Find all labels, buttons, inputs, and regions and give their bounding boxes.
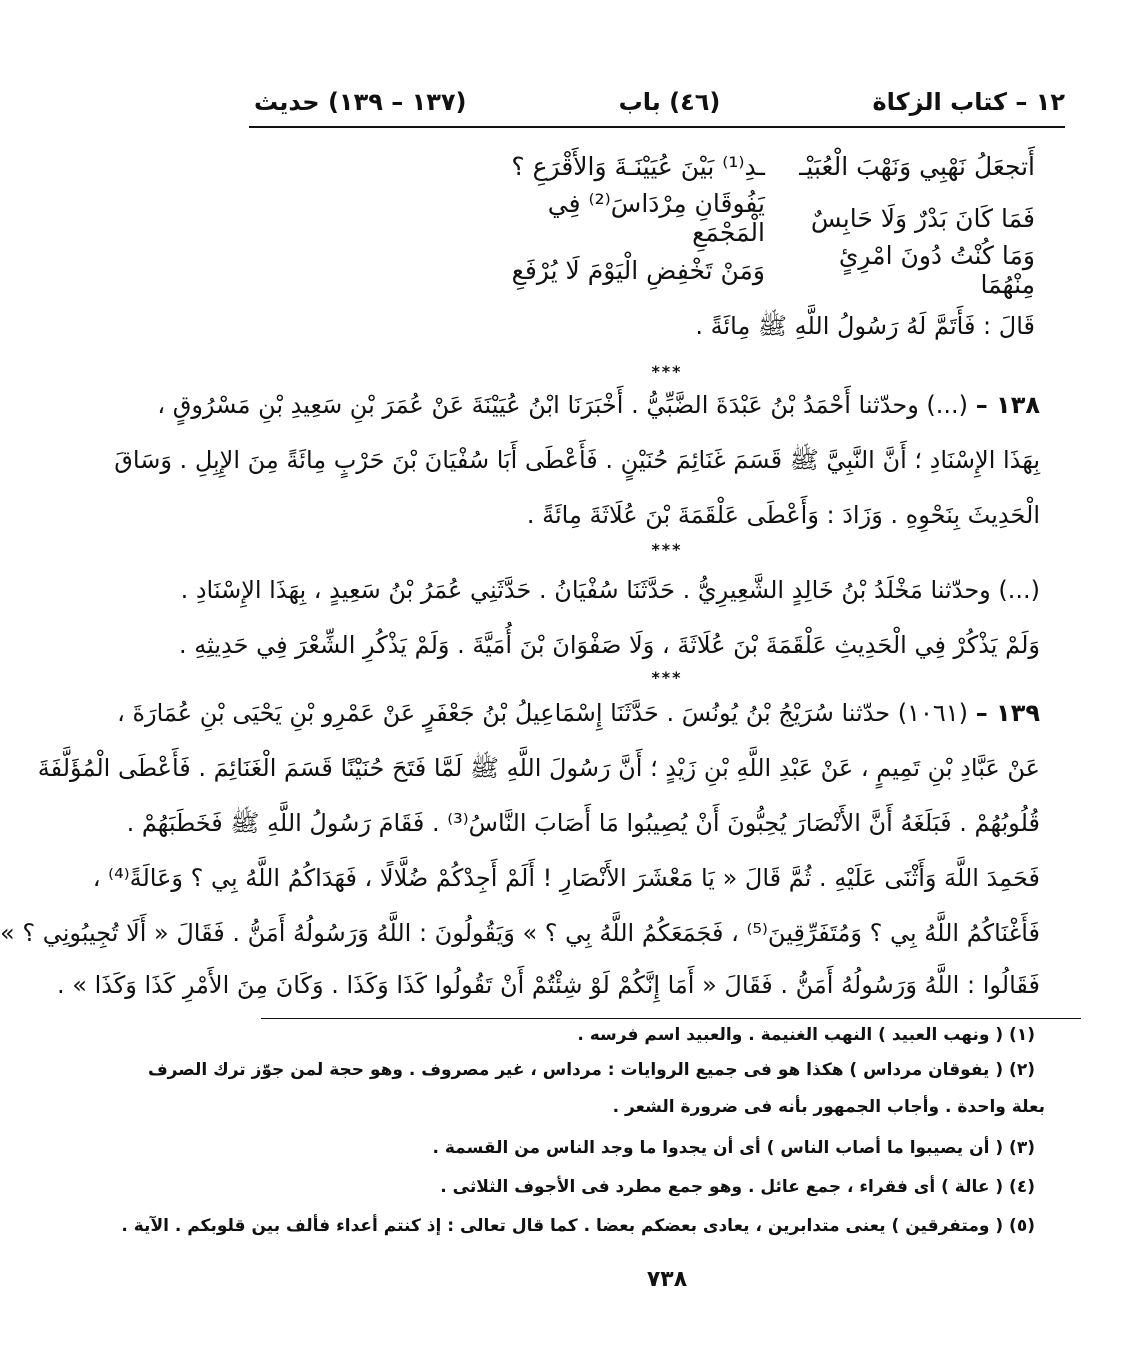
verse-first-hemistich: أَتجعَلُ نَهْبِي وَنَهْبَ الْعُبَيْـ	[799, 151, 1035, 181]
footnote: (٥) ( ومتفرقين ) يعنى متدابرين ، يعادى بعضكم بعضا . كما قال تعالى : إذ كنتم أعداء فألف بين قلوبكم . الآية .	[121, 1216, 1035, 1236]
hadith-139-line: فَحَمِدَ اللَّهَ وَأَثْنَى عَلَيْهِ . ثُمَّ قَالَ « يَا مَعْشَرَ الأَنْصَارِ ! أَلَمْ أَجِدْكُمْ ضُلَّالًا ، فَهَدَاكُمُ اللَّهُ بِي ؟ وَعَالَةً⁽⁴⁾ ،	[92, 864, 1040, 892]
header-rule	[249, 126, 1065, 128]
poem-verse	[275, 241, 1035, 299]
book-title: ١٢ – كتاب الزكاة	[872, 88, 1065, 116]
footnote: (١) ( ونهب العبيد ) النهب الغنيمة . والعبيد اسم فرسه .	[577, 1025, 1035, 1045]
hadith-range: (١٣٧ – ١٣٩) حديث	[254, 88, 467, 116]
hadith-138b-line: وَلَمْ يَذْكُرْ فِي الْحَدِيثِ عَلْقَمَةَ بْنَ عُلَاثَةَ ، وَلَا صَفْوَانَ بْنَ أُمَيَّةَ . وَلَمْ يَذْكُرِ الشِّعْرَ فِي حَدِيثِهِ .	[178, 631, 1040, 659]
hadith-139-line	[117, 693, 1040, 733]
hadith-number: ١٣٩ –	[975, 699, 1040, 727]
verse-first-hemistich: وَمَا كُنْتُ دُونَ امْرِئٍ مِنْهُمَا	[838, 241, 1035, 299]
hadith-text: (...) وحدّثنا أَحْمَدُ بْنُ عَبْدَةَ الضَّبِّيُّ . أَخْبَرَنَا ابْنُ عُيَيْنَةَ عَنْ عُمَرَ بْنِ سَعِيدِ بْنِ مَسْرُوقٍ ،	[157, 391, 969, 419]
hadith-139-line: عَنْ عَبَّادِ بْنِ تَمِيمٍ ، عَنْ عَبْدِ اللَّهِ بْنِ زَيْدٍ ؛ أَنَّ رَسُولَ اللَّهِ ﷺ لَمَّا فَتَحَ حُنَيْنًا قَسَمَ الْغَنَائِمَ . فَأَعْطَى الْمُؤَلَّفَةَ	[37, 754, 1040, 782]
verse-first-hemistich: فَمَا كَانَ بَدْرٌ وَلَا حَابِسٌ	[810, 203, 1035, 233]
footnote: (٣) ( أن يصيبوا ما أصاب الناس ) أى أن يجدوا ما وجد الناس من القسمة .	[432, 1138, 1035, 1158]
section-separator: ***	[651, 540, 683, 559]
hadith-139-line: قُلُوبُهُمْ . فَبَلَغَهُ أَنَّ الأَنْصَارَ يُحِبُّونَ أَنْ يُصِيبُوا مَا أَصَابَ النَّاسُ⁽³⁾ . فَقَامَ رَسُولُ اللَّهِ ﷺ فَخَطَبَهُمْ .	[126, 809, 1040, 837]
hadith-139-line: فَأَغْنَاكُمُ اللَّهُ بِي ؟ وَمُتَفَرِّقِينَ⁽⁵⁾ ، فَجَمَعَكُمُ اللَّهُ بِي ؟ » وَيَقُولُونَ : اللَّهُ وَرَسُولُهُ أَمَنُّ . فَقَالَ « أَلَا تُجِيبُونِي ؟ »	[0, 919, 1040, 947]
chapter-label: (٤٦) باب	[618, 88, 721, 116]
poem	[275, 140, 1035, 299]
section-separator: ***	[651, 668, 683, 687]
footnote-rule	[261, 1018, 1081, 1019]
page-number: ٧٣٨	[646, 1267, 688, 1292]
hadith-138-line: بِهَذَا الإِسْنَادِ ؛ أَنَّ النَّبِيَّ ﷺ قَسَمَ غَنَائِمَ حُنَيْنٍ . فَأَعْطَى أَبَا سُفْيَانَ بْنَ حَرْبٍ مِائَةً مِنَ الإِبِلِ . وَسَاقَ	[114, 446, 1040, 474]
footnote: (٤) ( عالة ) أى فقراء ، جمع عائل . وهو جمع مطرد فى الأجوف الثلاثى .	[440, 1177, 1035, 1197]
verse-second-hemistich: يَفُوقَانِ مِرْدَاسَ⁽²⁾ فِي الْمَجْمَعِ	[547, 189, 765, 247]
hadith-138-line: الْحَدِيثَ بِنَحْوِهِ . وَزَادَ : وَأَعْطَى عَلْقَمَةَ بْنَ عُلَاثَةَ مِائَةً .	[526, 501, 1040, 529]
hadith-138b-line: (...) وحدّثنا مَخْلَدُ بْنُ خَالِدٍ الشَّعِيرِيُّ . حَدَّثَنَا سُفْيَانُ . حَدَّثَنِي عُمَرُ بْنُ سَعِيدٍ ، بِهَذَا الإِسْنَادِ .	[180, 576, 1040, 604]
verse-second-hemistich: وَمَنْ تَخْفِضِ الْيَوْمَ لَا يُرْفَعِ	[511, 255, 765, 285]
running-head	[254, 80, 1065, 124]
hadith-138-line	[157, 385, 1040, 425]
poem-verse	[275, 140, 1035, 192]
footnote-continuation: بعلة واحدة . وأجاب الجمهور بأنه فى ضرورة الشعر .	[612, 1097, 1045, 1117]
footnote: (٢) ( يفوقان مرداس ) هكذا هو فى جميع الروايات : مرداس ، غير مصروف . وهو حجة لمن جوّز ترك الصرف	[147, 1060, 1035, 1080]
section-separator: ***	[651, 362, 683, 381]
poem-closing-line: قَالَ : فَأَتَمَّ لَهُ رَسُولُ اللَّهِ ﷺ مِائَةً .	[695, 312, 1035, 340]
poem-verse	[275, 189, 1035, 247]
verse-second-hemistich: ـدِ⁽¹⁾ بَيْنَ عُيَيْنَـةَ وَالأَقْرَعِ ؟	[511, 151, 765, 181]
hadith-139-line: فَقَالُوا : اللَّهُ وَرَسُولُهُ أَمَنُّ . فَقَالَ « أَمَا إِنَّكُمْ لَوْ شِئْتُمْ أَنْ تَقُولُوا كَذَا وَكَذَا . وَكَانَ مِنَ الأَمْرِ كَذَا وَكَذَا » .	[57, 971, 1040, 999]
hadith-number: ١٣٨ –	[975, 391, 1040, 419]
hadith-text: (١٠٦١) حدّثنا سُرَيْجُ بْنُ يُونُسَ . حَدَّثَنَا إِسْمَاعِيلُ بْنُ جَعْفَرٍ عَنْ عَمْرِو بْنِ يَحْيَى بْنِ عُمَارَةَ ،	[117, 699, 969, 727]
